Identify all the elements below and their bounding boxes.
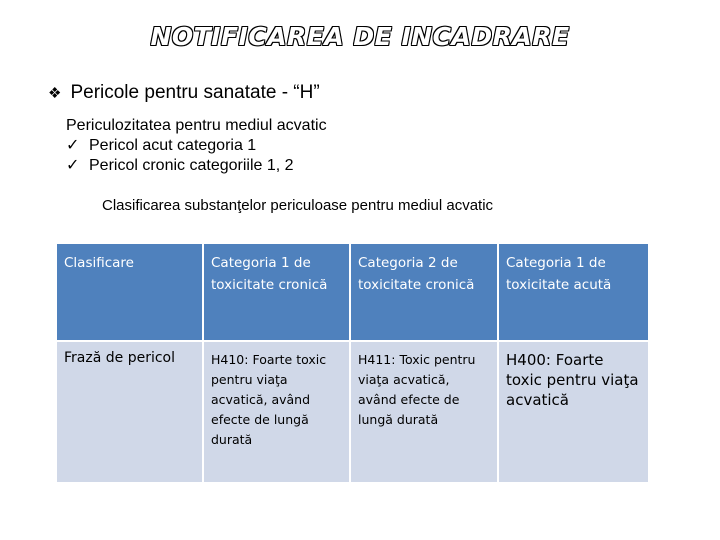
hazard-text: : Foarte toxic pentru viaţa acvatică, având efecte de lungă durată (211, 352, 327, 447)
caption-part-1: Clasificarea (102, 197, 185, 214)
page-title: NOTIFICAREA DE INCADRARE (150, 22, 570, 51)
hazard-text: : Toxic pentru viaţa acvatică, având efecte de lungă durată (358, 352, 476, 427)
table-header-row (56, 243, 649, 341)
table-row (56, 341, 649, 483)
header-cell: Categoria 1 de toxicitate cronică (203, 243, 350, 341)
list-item (66, 136, 327, 156)
caption-part-2: substanţelor periculoase pentru mediul acvatic (184, 197, 494, 214)
list-item (66, 156, 327, 176)
section-heading-text: Pericole pentru sanatate - “H” (70, 82, 320, 103)
hazard-code: H410 (211, 352, 245, 367)
list-item-text: Pericol cronic categoriile 1, 2 (89, 157, 294, 174)
section-heading (48, 82, 320, 104)
classification-table (55, 242, 650, 484)
hazard-code: H400 (506, 351, 546, 369)
hazard-text: : Foarte toxic pentru viaţa acvatică (506, 351, 639, 409)
checkmark-icon: ✓ (66, 137, 80, 154)
hazard-statement-cell (498, 341, 649, 483)
hazard-code: H411 (358, 352, 392, 367)
hazard-statement-cell (203, 341, 350, 483)
table-caption (102, 197, 493, 214)
header-cell: Categoria 1 de toxicitate acută (498, 243, 649, 341)
header-cell: Categoria 2 de toxicitate cronică (350, 243, 498, 341)
aquatic-hazard-heading: Periculozitatea pentru mediul acvatic (66, 117, 327, 134)
aquatic-hazard-block (66, 116, 327, 176)
list-item-text: Pericol acut categoria 1 (89, 137, 257, 154)
diamond-bullet-icon: ❖ (48, 85, 62, 102)
hazard-statement-cell (350, 341, 498, 483)
row-label-cell: Frază de pericol (56, 341, 203, 483)
checkmark-icon: ✓ (66, 157, 80, 174)
header-cell: Clasificare (56, 243, 203, 341)
